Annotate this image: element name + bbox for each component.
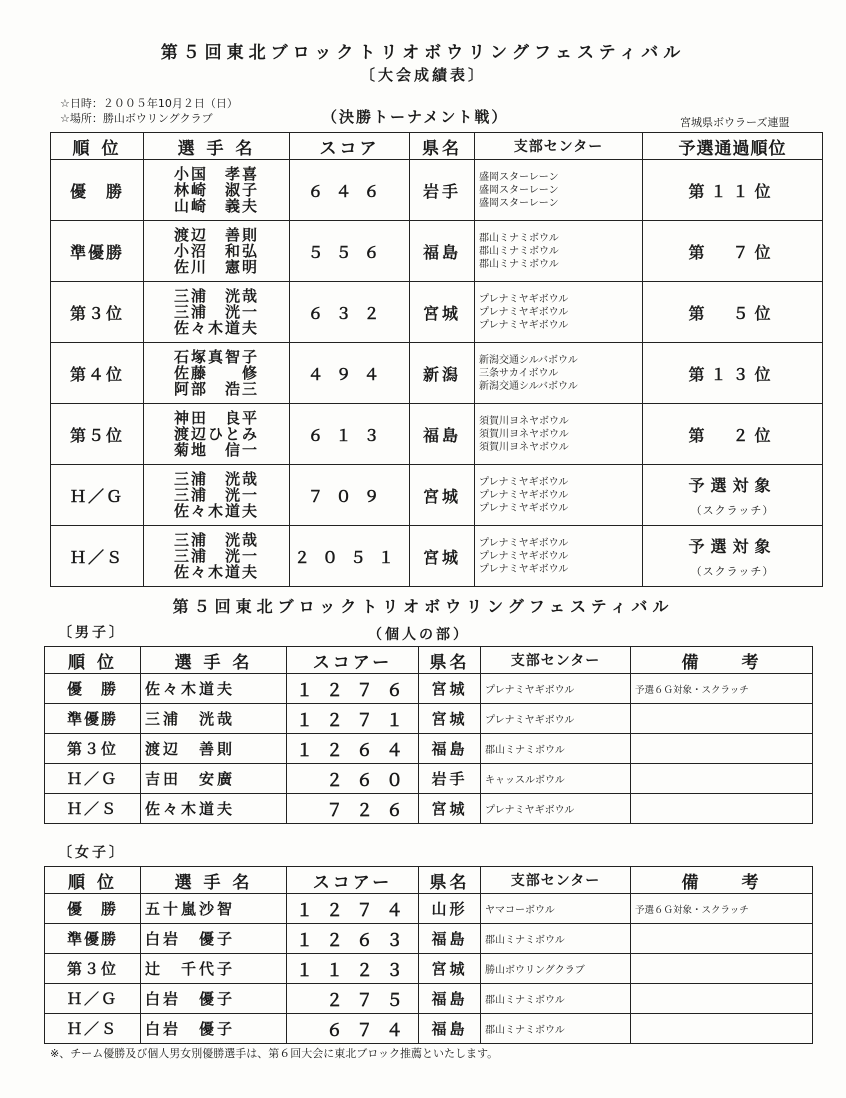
score-cell: ６４６ <box>290 160 410 221</box>
prefecture-cell: 福島 <box>410 221 475 282</box>
center-name: プレナミヤギボウル <box>479 293 569 305</box>
prefecture-cell: 福島 <box>419 734 481 764</box>
final-row <box>51 160 823 221</box>
center-cell: 郡山ミナミボウル <box>481 734 631 764</box>
player-name: 三浦 洸哉 <box>173 287 259 305</box>
player-name: 石塚真智子 <box>173 348 259 366</box>
men-header-center: 支部センター <box>481 647 631 674</box>
men-header-notes: 備 考 <box>631 647 813 674</box>
center-name: 郡山ミナミボウル <box>479 258 559 270</box>
header-center: 支部センター <box>475 133 643 160</box>
players-cell <box>144 221 290 282</box>
note-cell: 予選６Ｇ対象・スクラッチ <box>631 674 813 704</box>
center-name: プレナミヤギボウル <box>479 563 569 575</box>
player-name: 小国 孝喜 <box>173 165 259 183</box>
rank-cell: 第３位 <box>51 282 144 343</box>
player-name: 佐々木道夫 <box>173 563 259 581</box>
men-row <box>45 794 813 824</box>
centers-cell <box>475 343 643 404</box>
player-name: 小沼 和弘 <box>173 242 259 260</box>
center-cell: ヤマコーボウル <box>481 894 631 924</box>
rank-cell: Ｈ／Ｇ <box>51 465 144 526</box>
note-cell <box>631 1014 813 1044</box>
rank-cell: Ｈ／Ｓ <box>51 526 144 587</box>
prefecture-cell: 宮城 <box>419 704 481 734</box>
center-cell: プレナミヤギボウル <box>481 794 631 824</box>
prefecture-cell: 福島 <box>419 984 481 1014</box>
qual-rank: 第 ５位 <box>688 303 777 323</box>
player-name: 三浦 洸哉 <box>173 531 259 549</box>
rank-cell: 優 勝 <box>45 894 141 924</box>
player-cell: 白岩 優子 <box>141 924 287 954</box>
qualifying-cell <box>643 221 823 282</box>
document-subtitle: 〔大会成績表〕 <box>359 66 486 84</box>
center-name: 新潟交通シルバボウル <box>479 354 578 366</box>
score-cell: ６３２ <box>290 282 410 343</box>
header-players: 選 手 名 <box>144 133 290 160</box>
rank-cell: Ｈ／Ｇ <box>45 984 141 1014</box>
note-cell <box>631 954 813 984</box>
note-cell <box>631 734 813 764</box>
score-cell: １２７４ <box>287 894 419 924</box>
center-name: プレナミヤギボウル <box>479 319 569 331</box>
women-row <box>45 984 813 1014</box>
women-header-center: 支部センター <box>481 867 631 894</box>
center-cell: 郡山ミナミボウル <box>481 984 631 1014</box>
rank-cell: Ｈ／Ｓ <box>45 1014 141 1044</box>
qual-rank: 第 ７位 <box>688 242 777 262</box>
women-row <box>45 894 813 924</box>
men-results-table <box>44 646 813 824</box>
player-name: 山崎 義夫 <box>173 197 259 215</box>
prefecture-cell: 宮城 <box>410 465 475 526</box>
header-qualifying-rank: 予選通過順位 <box>643 133 823 160</box>
rank-cell: 第４位 <box>51 343 144 404</box>
center-name: 須賀川ヨネヤボウル <box>479 441 569 453</box>
women-header-score: スコアー <box>287 867 419 894</box>
individual-section-label: （個人の部） <box>368 627 470 643</box>
qual-rank: 予選対象 <box>688 475 777 495</box>
score-cell: ６７４ <box>287 1014 419 1044</box>
center-name: 新潟交通シルバボウル <box>479 380 578 392</box>
rank-cell: 優 勝 <box>45 674 141 704</box>
center-name: 盛岡スターレーン <box>479 197 559 209</box>
player-cell: 三浦 洸哉 <box>141 704 287 734</box>
header-score: スコア <box>290 133 410 160</box>
rank-cell: 準優勝 <box>45 924 141 954</box>
center-name: 郡山ミナミボウル <box>479 245 559 257</box>
player-name: 三浦 洸一 <box>173 486 259 504</box>
note-cell <box>631 764 813 794</box>
center-cell: キャッスルボウル <box>481 764 631 794</box>
note-cell <box>631 984 813 1014</box>
individual-title: 第５回東北ブロックトリオボウリングフェスティバル <box>172 597 674 616</box>
men-row <box>45 734 813 764</box>
prefecture-cell: 福島 <box>419 924 481 954</box>
prefecture-cell: 岩手 <box>410 160 475 221</box>
note-cell <box>631 704 813 734</box>
men-header-player: 選 手 名 <box>141 647 287 674</box>
rank-cell: Ｈ／Ｓ <box>45 794 141 824</box>
center-name: 盛岡スターレーン <box>479 184 559 196</box>
centers-cell <box>475 221 643 282</box>
qual-rank: 予選対象 <box>688 536 777 556</box>
center-name: プレナミヤギボウル <box>479 502 569 514</box>
center-name: 須賀川ヨネヤボウル <box>479 428 569 440</box>
prefecture-cell: 宮城 <box>419 674 481 704</box>
player-name: 渡辺ひとみ <box>173 425 259 443</box>
qualifying-cell <box>643 404 823 465</box>
women-row <box>45 924 813 954</box>
prefecture-cell: 山形 <box>419 894 481 924</box>
players-cell <box>144 465 290 526</box>
men-header-rank: 順 位 <box>45 647 141 674</box>
score-cell: １１２３ <box>287 954 419 984</box>
women-header-rank: 順 位 <box>45 867 141 894</box>
rank-cell: 優 勝 <box>51 160 144 221</box>
center-cell: 郡山ミナミボウル <box>481 924 631 954</box>
center-cell: プレナミヤギボウル <box>481 674 631 704</box>
player-name: 佐川 憲明 <box>173 258 259 276</box>
center-cell: プレナミヤギボウル <box>481 704 631 734</box>
player-cell: 渡辺 善則 <box>141 734 287 764</box>
prefecture-cell: 福島 <box>419 1014 481 1044</box>
score-cell: １２６３ <box>287 924 419 954</box>
players-cell <box>144 160 290 221</box>
player-name: 三浦 洸哉 <box>173 470 259 488</box>
men-row <box>45 704 813 734</box>
centers-cell <box>475 282 643 343</box>
center-name: 盛岡スターレーン <box>479 171 559 183</box>
qual-rank: 第１３位 <box>688 364 777 384</box>
note-cell <box>631 924 813 954</box>
player-cell: 佐々木道夫 <box>141 674 287 704</box>
qual-rank: 第 ２位 <box>688 425 777 445</box>
qual-sub: （スクラッチ） <box>690 503 775 517</box>
final-row <box>51 404 823 465</box>
center-name: プレナミヤギボウル <box>479 550 569 562</box>
rank-cell: Ｈ／Ｇ <box>45 764 141 794</box>
prefecture-cell: 福島 <box>410 404 475 465</box>
women-row <box>45 1014 813 1044</box>
score-cell: １２７６ <box>287 674 419 704</box>
prefecture-cell: 宮城 <box>419 794 481 824</box>
player-name: 佐藤 修 <box>173 364 259 382</box>
player-cell: 白岩 優子 <box>141 984 287 1014</box>
final-row <box>51 343 823 404</box>
player-cell: 吉田 安廣 <box>141 764 287 794</box>
player-name: 林崎 淑子 <box>173 181 259 199</box>
player-name: 菊地 信一 <box>173 441 259 459</box>
centers-cell <box>475 160 643 221</box>
header-prefecture: 県名 <box>410 133 475 160</box>
center-name: プレナミヤギボウル <box>479 306 569 318</box>
players-cell <box>144 282 290 343</box>
score-cell: ２０５１ <box>290 526 410 587</box>
event-info <box>60 96 238 126</box>
center-name: 三条サカイボウル <box>479 367 559 379</box>
qualifying-cell <box>643 282 823 343</box>
center-cell: 郡山ミナミボウル <box>481 1014 631 1044</box>
event-date: ☆日時：２００５年10月２日（日） <box>60 97 238 110</box>
player-name: 佐々木道夫 <box>173 502 259 520</box>
center-name: プレナミヤギボウル <box>479 489 569 501</box>
center-name: 須賀川ヨネヤボウル <box>479 415 569 427</box>
note-cell <box>631 794 813 824</box>
women-header-notes: 備 考 <box>631 867 813 894</box>
player-name: 渡辺 善則 <box>173 226 259 244</box>
rank-cell: 準優勝 <box>45 704 141 734</box>
document-title: 第５回東北ブロックトリオボウリングフェスティバル <box>160 43 686 63</box>
women-results-table <box>44 866 813 1044</box>
final-results-table <box>50 132 823 587</box>
rank-cell: 第５位 <box>51 404 144 465</box>
score-cell: １２７１ <box>287 704 419 734</box>
prefecture-cell: 岩手 <box>419 764 481 794</box>
rank-cell: 準優勝 <box>51 221 144 282</box>
players-cell <box>144 343 290 404</box>
player-cell: 佐々木道夫 <box>141 794 287 824</box>
men-header-row <box>45 647 813 674</box>
men-row <box>45 764 813 794</box>
prefecture-cell: 宮城 <box>419 954 481 984</box>
score-cell: ２７５ <box>287 984 419 1014</box>
centers-cell <box>475 526 643 587</box>
player-cell: 白岩 優子 <box>141 1014 287 1044</box>
women-header-row <box>45 867 813 894</box>
rank-cell: 第３位 <box>45 734 141 764</box>
qual-rank: 第１１位 <box>688 181 777 201</box>
men-header-prefecture: 県名 <box>419 647 481 674</box>
qualifying-cell <box>643 526 823 587</box>
center-name: プレナミヤギボウル <box>479 476 569 488</box>
men-header-score: スコアー <box>287 647 419 674</box>
qualifying-cell <box>643 343 823 404</box>
men-label: 〔男子〕 <box>58 625 126 641</box>
men-row <box>45 674 813 704</box>
prefecture-cell: 宮城 <box>410 282 475 343</box>
score-cell: ４９４ <box>290 343 410 404</box>
final-row <box>51 221 823 282</box>
final-row <box>51 526 823 587</box>
score-cell: ６１３ <box>290 404 410 465</box>
player-cell: 五十嵐沙智 <box>141 894 287 924</box>
center-cell: 勝山ボウリングクラブ <box>481 954 631 984</box>
player-name: 三浦 洸一 <box>173 303 259 321</box>
score-cell: １２６４ <box>287 734 419 764</box>
organizer: 宮城県ボウラーズ連盟 <box>680 116 790 129</box>
qualifying-cell <box>643 465 823 526</box>
event-venue: ☆場所：勝山ボウリングクラブ <box>60 112 213 125</box>
player-name: 阿部 浩三 <box>173 380 259 398</box>
note-cell: 予選６Ｇ対象・スクラッチ <box>631 894 813 924</box>
player-name: 佐々木道夫 <box>173 319 259 337</box>
women-label: 〔女子〕 <box>58 845 126 861</box>
player-name: 三浦 洸一 <box>173 547 259 565</box>
final-row <box>51 282 823 343</box>
centers-cell <box>475 404 643 465</box>
prefecture-cell: 宮城 <box>410 526 475 587</box>
prefecture-cell: 新潟 <box>410 343 475 404</box>
women-header-player: 選 手 名 <box>141 867 287 894</box>
score-cell: ７２６ <box>287 794 419 824</box>
qualifying-cell <box>643 160 823 221</box>
center-name: プレナミヤギボウル <box>479 537 569 549</box>
score-cell: ５５６ <box>290 221 410 282</box>
women-header-prefecture: 県名 <box>419 867 481 894</box>
score-cell: ７０９ <box>290 465 410 526</box>
women-row <box>45 954 813 984</box>
player-cell: 辻 千代子 <box>141 954 287 984</box>
footnote: ※、チーム優勝及び個人男女別優勝選手は、第６回大会に東北ブロック推薦といたします。 <box>50 1047 499 1060</box>
final-row <box>51 465 823 526</box>
rank-cell: 第３位 <box>45 954 141 984</box>
center-name: 郡山ミナミボウル <box>479 232 559 244</box>
score-cell: ２６０ <box>287 764 419 794</box>
header-rank: 順 位 <box>51 133 144 160</box>
qual-sub: （スクラッチ） <box>690 564 775 578</box>
players-cell <box>144 404 290 465</box>
player-name: 神田 良平 <box>173 409 259 427</box>
final-header-row <box>51 133 823 160</box>
centers-cell <box>475 465 643 526</box>
final-tournament-label: （決勝トーナメント戦） <box>322 108 509 126</box>
players-cell <box>144 526 290 587</box>
